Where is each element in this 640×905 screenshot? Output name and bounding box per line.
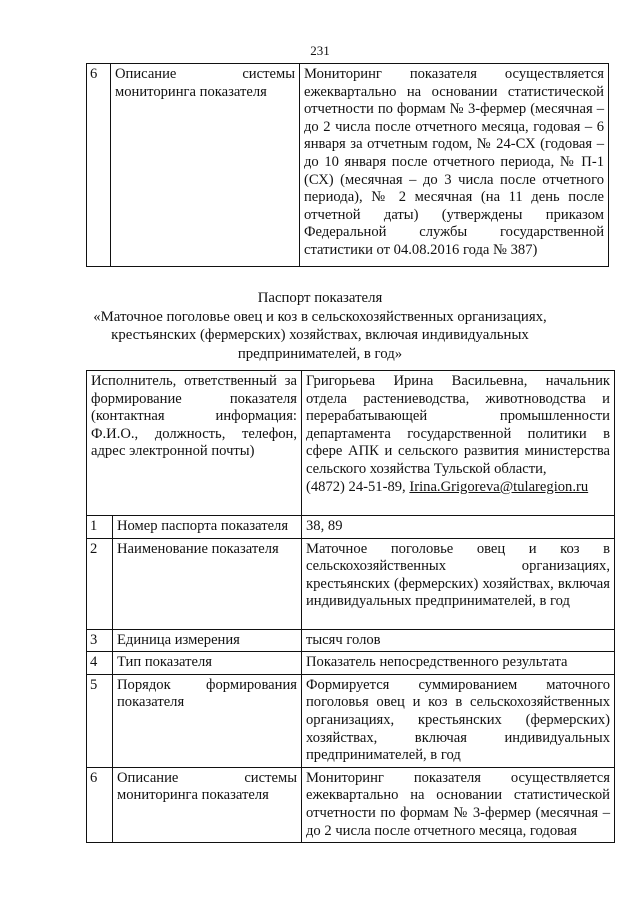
row-label: Наименование показателя <box>113 538 302 629</box>
row-label: Номер паспорта показателя <box>113 516 302 539</box>
row-label: Порядок формирования показателя <box>113 674 302 767</box>
row-value: тысяч голов <box>302 629 615 652</box>
table-row <box>87 538 615 629</box>
executor-label: Исполнитель, ответственный за формирование показателя (контактная информация: Ф.И.О., должность, телефон, адрес электронной почты) <box>87 371 302 516</box>
row-value: Мониторинг показателя осуществляется ежеквартально на основании статистической отчетности по формам № 3-фермер (месячная – до 2 числа после отчетного месяца, годовая – 6 января за отчетным годом, № 24-СХ (годовая – до 10 января после отчетного периода, № П-1 (СХ) (месячная – до 3 числа после отчетного периода), № 2 месячная (на 11 день после отчетной даты) (утверждены приказом Федеральной службы государственной статистики от 04.08.2016 года № 387) <box>300 64 609 267</box>
executor-cell <box>302 371 615 516</box>
row-value: Показатель непосредственного результата <box>302 652 615 675</box>
passport-subtitle-line3: предпринимателей, в год» <box>237 346 403 362</box>
table-row <box>87 767 615 842</box>
executor-phone: (4872) 24-51-89, <box>306 478 406 495</box>
row-value: Мониторинг показателя осуществляется ежеквартально на основании статистической отчетности по формам № 3-фермер (месячная – до 2 числа после отчетного месяца, годовая <box>302 767 615 842</box>
row-number: 1 <box>87 516 113 539</box>
row-number: 6 <box>87 767 113 842</box>
row-number: 3 <box>87 629 113 652</box>
table-row <box>87 64 609 267</box>
row-value: Маточное поголовье овец и коз в сельскохозяйственных организациях, крестьянских (фермерских) хозяйствах, включая индивидуальных предпринимателей, в год <box>302 538 615 629</box>
row-number: 2 <box>87 538 113 629</box>
passport-title: Паспорт показателя <box>257 290 383 306</box>
row-value: 38, 89 <box>302 516 615 539</box>
table-row-executor <box>87 371 615 516</box>
table-row <box>87 652 615 675</box>
row-label: Описание системы мониторинга показателя <box>111 64 300 267</box>
passport-subtitle-line1: «Маточное поголовье овец и коз в сельскохозяйственных организациях, <box>93 309 547 325</box>
row-label: Единица измерения <box>113 629 302 652</box>
row-number: 4 <box>87 652 113 675</box>
passport-table <box>86 370 615 843</box>
row-label: Тип показателя <box>113 652 302 675</box>
executor-value: Григорьева Ирина Васильевна, начальник отдела растениеводства, животноводства и перерабатывающей промышленности департамента государственной политики в сфере АПК и сельского развития министерства сельского хозяйства Тульской области, <box>306 373 610 477</box>
executor-email-link[interactable]: Irina.Grigoreva@tularegion.ru <box>409 478 589 495</box>
passport-subtitle-line2: крестьянских (фермерских) хозяйствах, включая индивидуальных <box>111 327 529 343</box>
table-row <box>87 629 615 652</box>
row-number: 5 <box>87 674 113 767</box>
top-table <box>86 63 609 267</box>
table-row <box>87 516 615 539</box>
row-number: 6 <box>87 64 111 267</box>
table-row <box>87 674 615 767</box>
executor-contacts <box>306 479 610 497</box>
row-label: Описание системы мониторинга показателя <box>113 767 302 842</box>
row-value: Формируется суммированием маточного поголовья овец и коз в сельскохозяйственных организациях, крестьянских (фермерских) хозяйствах, включая индивидуальных предпринимателей, в год <box>302 674 615 767</box>
page-number: 231 <box>310 43 330 58</box>
